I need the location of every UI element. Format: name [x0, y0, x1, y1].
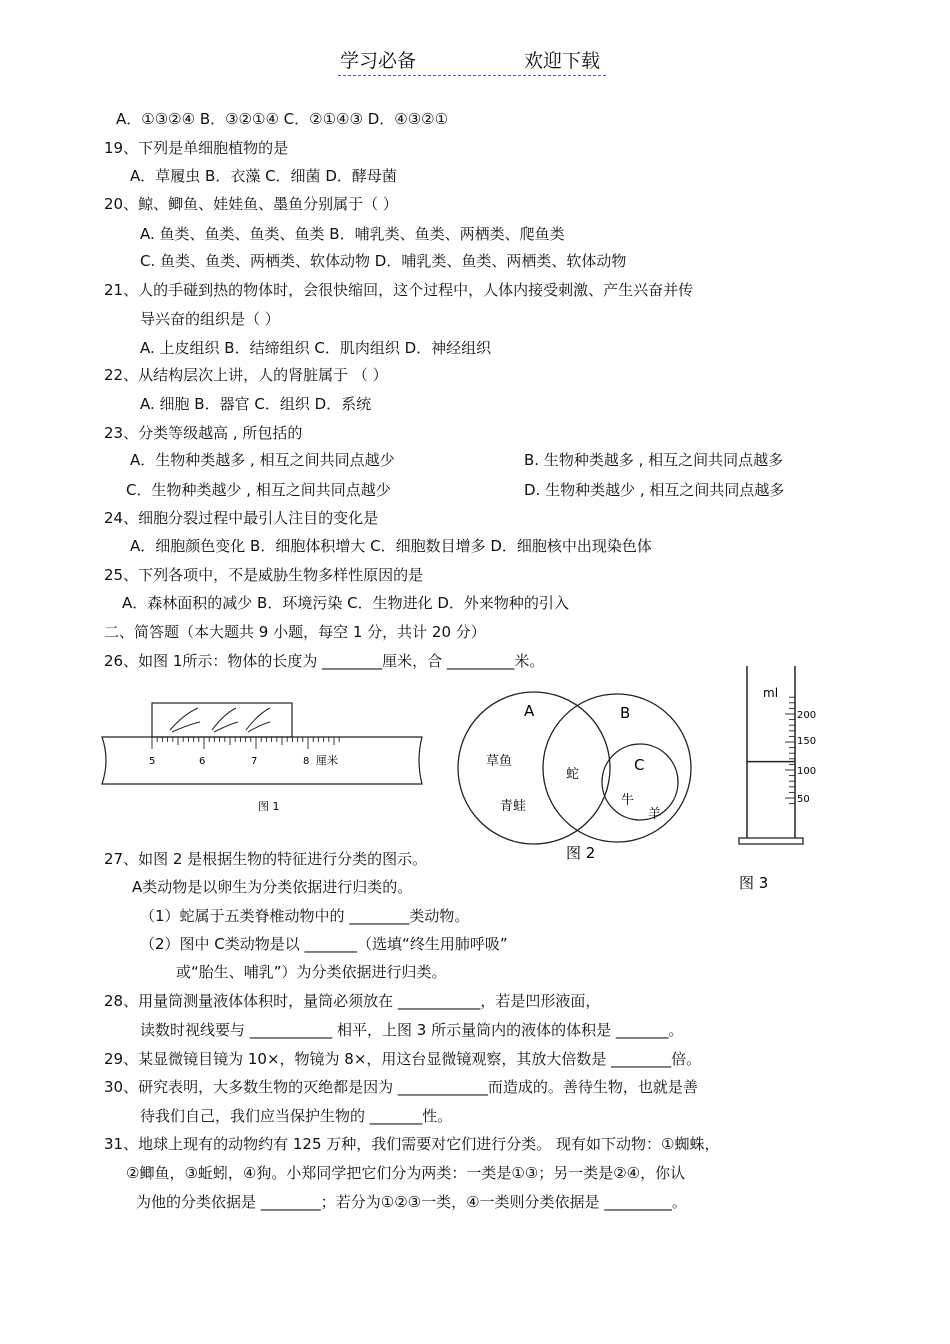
item-she: 蛇 [566, 767, 580, 782]
q23-stem: 23、分类等级越高 , 所包括的 [104, 424, 303, 442]
figure-3-cylinder [735, 660, 835, 900]
mark-50: 50 [797, 794, 810, 805]
header-left: 学习必备 [340, 50, 417, 72]
q27-part2-cont: 或“胎生、哺乳”）为分类依据进行归类。 [176, 963, 447, 981]
cylinder-unit: ml [763, 686, 779, 700]
object-pattern-1 [170, 708, 200, 732]
figure-2-venn [450, 680, 700, 870]
label-a: A [524, 702, 535, 720]
q23-option-b: B. 生物种类越多 , 相互之间共同点越多 [524, 451, 784, 469]
label-c: C [634, 756, 645, 774]
q28-line1: 28、用量筒测量液体体积时，量筒必须放在 ___________，若是凹形液面， [104, 992, 601, 1010]
q31-line2: ②鲫鱼，③蚯蚓，④狗。小郑同学把它们分为两类：一类是①③；另一类是②④，你认 [126, 1164, 686, 1182]
q27-a-note: A类动物是以卵生为分类依据进行归类的。 [132, 878, 413, 896]
item-niu: 牛 [621, 793, 635, 808]
q20-options-cd: C. 鱼类、鱼类、两栖类、软体动物 D．哺乳类、鱼类、两栖类、软体动物 [140, 252, 627, 270]
figure-3-caption: 图 3 [739, 874, 769, 892]
ruler-label-6: 6 [199, 756, 206, 767]
q24-options: A．细胞颜色变化 B．细胞体积增大 C．细胞数目增多 D．细胞核中出现染色体 [130, 537, 652, 555]
q20-stem: 20、鲸、鲫鱼、娃娃鱼、墨鱼分别属于（ ） [104, 195, 398, 213]
cylinder-base [739, 838, 803, 844]
item-qingwa: 青蛙 [500, 799, 527, 814]
q29-stem: 29、某显微镜目镜为 10×，物镜为 8×，用这台显微镜观察，其放大倍数是 ________倍。 [104, 1050, 702, 1068]
q31-line3: 为他的分类依据是 ________；若分为①②③一类，④一类则分类依据是 _________。 [136, 1193, 687, 1211]
ruler-label-7: 7 [251, 756, 258, 767]
q22-options: A. 细胞 B．器官 C．组织 D．系统 [140, 395, 372, 413]
object-pattern-2 [212, 708, 238, 732]
q25-stem: 25、下列各项中，不是威胁生物多样性原因的是 [104, 566, 424, 584]
q31-line1: 31、地球上现有的动物约有 125 万种，我们需要对它们进行分类。 现有如下动物：①蜘蛛， [104, 1135, 720, 1153]
mark-200: 200 [797, 710, 817, 721]
item-caoyu: 草鱼 [486, 754, 513, 769]
q21-stem-line1: 21、人的手碰到热的物体时，会很快缩回，这个过程中，人体内接受刺激、产生兴奋并传 [104, 281, 694, 299]
header-underline [338, 75, 606, 76]
label-b: B [620, 704, 631, 722]
q23-option-a: A．生物种类越多 , 相互之间共同点越少 [130, 451, 395, 469]
header-right: 欢迎下载 [524, 50, 601, 72]
q22-stem: 22、从结构层次上讲，人的肾脏属于 （ ） [104, 366, 388, 384]
q27-part2: （2）图中 C类动物是以 _______（选填“终生用肺呼吸” [140, 935, 508, 953]
figure-1-ruler [100, 700, 430, 820]
section-2-title: 二、简答题（本大题共 9 小题，每空 1 分，共计 20 分） [104, 623, 486, 641]
q19-stem: 19、下列是单细胞植物的是 [104, 139, 289, 157]
ruler-label-5: 5 [149, 756, 156, 767]
q30-line2: 待我们自己，我们应当保护生物的 _______性。 [140, 1107, 453, 1125]
q24-stem: 24、细胞分裂过程中最引人注目的变化是 [104, 509, 379, 527]
q21-options: A. 上皮组织 B．结缔组织 C．肌肉组织 D．神经组织 [140, 339, 492, 357]
q19-options: A．草履虫 B．衣藻 C．细菌 D．酵母菌 [130, 167, 397, 185]
q28-line2: 读数时视线要与 ___________ 相平，上图 3 所示量筒内的液体的体积是 _______。 [140, 1021, 684, 1039]
ruler-label-8: 8 [303, 756, 310, 767]
q18-options: A．①③②④ B．③②①④ C．②①④③ D．④③②① [116, 110, 449, 128]
mark-100: 100 [797, 766, 817, 777]
q23-option-d: D. 生物种类越少 , 相互之间共同点越多 [524, 481, 785, 499]
object-pattern-3 [246, 708, 270, 732]
q21-stem-line2: 导兴奋的组织是（ ） [140, 310, 280, 328]
q25-options: A．森林面积的减少 B．环境污染 C．生物进化 D．外来物种的引入 [122, 594, 569, 612]
figure-1-caption: 图 1 [258, 800, 280, 813]
q27-part1: （1）蛇属于五类脊椎动物中的 ________类动物。 [140, 907, 470, 925]
q26-stem: 26、如图 1所示：物体的长度为 ________厘米，合 _________米。 [104, 652, 545, 670]
figure-2-caption: 图 2 [566, 844, 596, 862]
q27-stem: 27、如图 2 是根据生物的特征进行分类的图示。 [104, 850, 428, 868]
q23-option-c: C．生物种类越少 , 相互之间共同点越少 [126, 481, 391, 499]
q20-options-ab: A. 鱼类、鱼类、鱼类、鱼类 B．哺乳类、鱼类、两栖类、爬鱼类 [140, 225, 565, 243]
ruler-unit: 厘米 [316, 754, 338, 767]
mark-150: 150 [797, 736, 817, 747]
q30-line1: 30、研究表明，大多数生物的灭绝都是因为 ____________而造成的。善待生物，也就是善 [104, 1078, 698, 1096]
item-yang: 羊 [648, 807, 662, 822]
